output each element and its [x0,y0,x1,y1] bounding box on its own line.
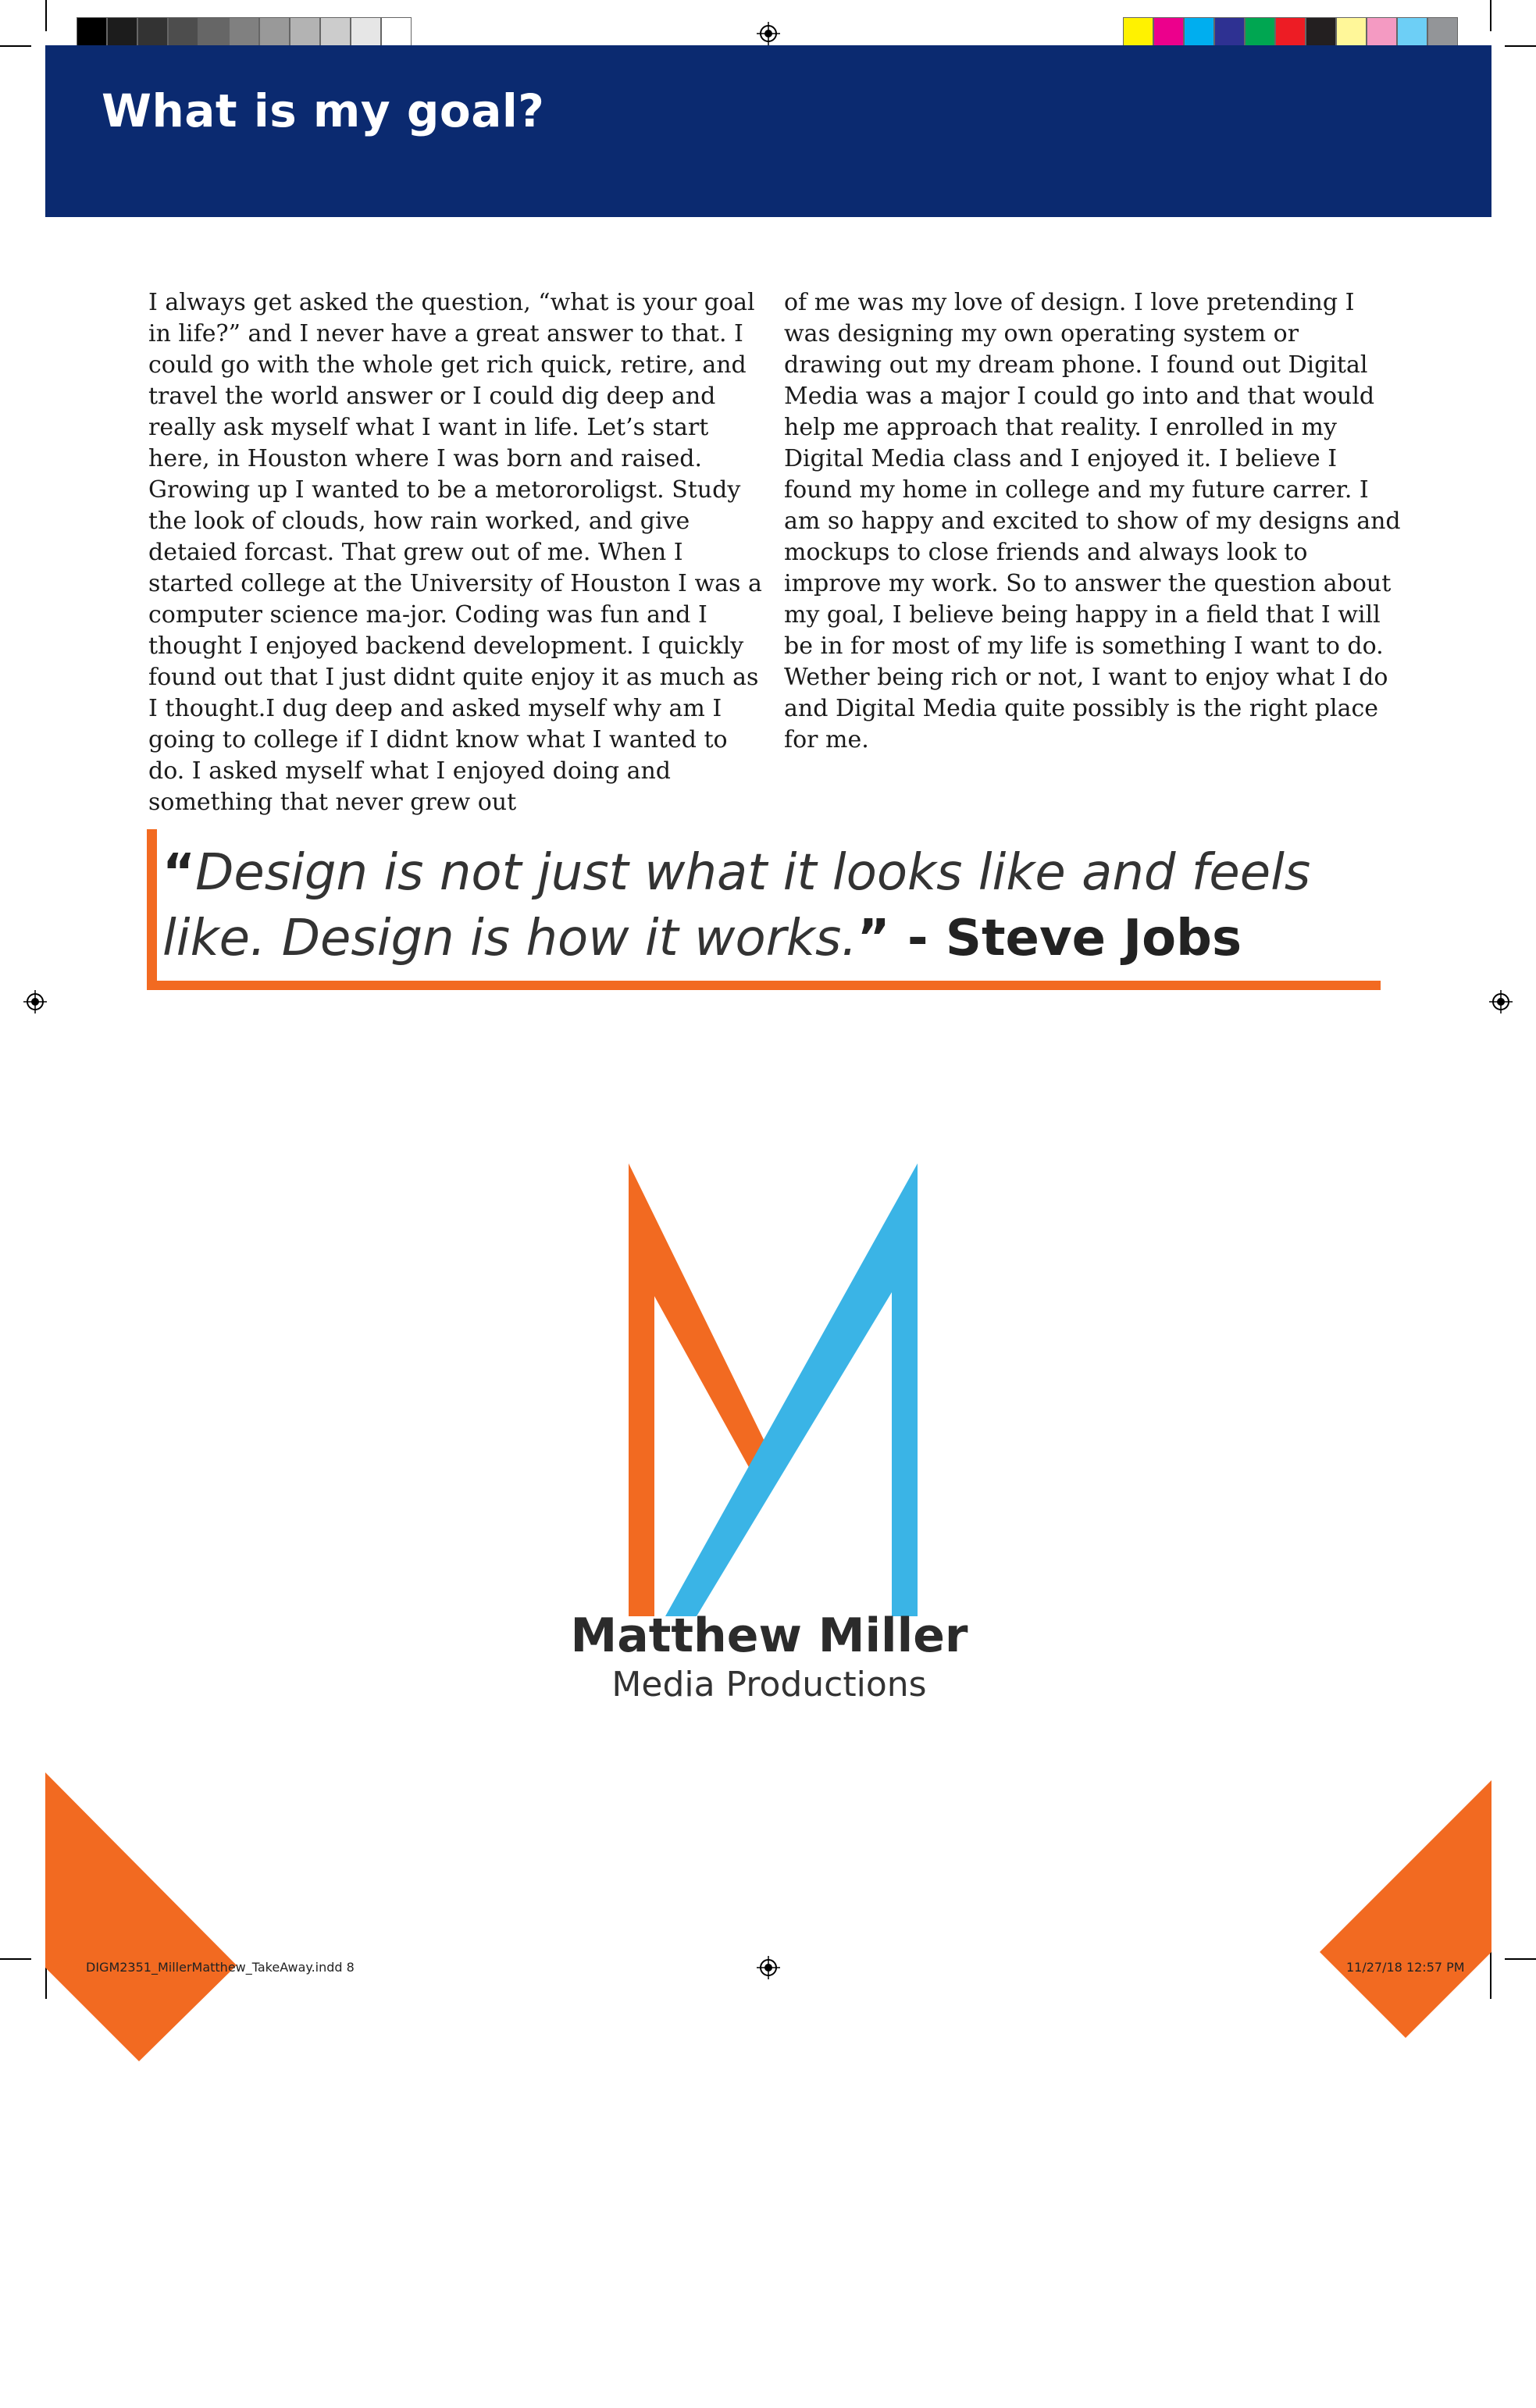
registration-target-left [23,990,47,1013]
grayscale-swatch [351,17,381,48]
color-swatch [1245,17,1275,48]
color-swatch [1123,17,1153,48]
crop-mark-bottom-left-h [0,1958,31,1960]
grayscale-swatch [168,17,198,48]
quote-accent-bar-left [147,829,157,988]
logo-name: Matthew Miller [570,1608,968,1663]
color-swatch [1336,17,1367,48]
grayscale-registration-bar [77,17,412,48]
color-swatch [1367,17,1397,48]
quote-author: - Steve Jobs [889,910,1242,967]
body-text-right: of me was my love of design. I love pretending I was designing my own operating system or drawing out my dream phone. I found out Digital Media was a major I could go into and that would help me approach that reality. I enrolled in my Digital Media class and I enjoyed it. I believe I found my home in college and my future carrer. I am so happy and excited to show of my designs and mockups to close friends and always look to improve my work. So to answer the question about my goal, I believe being happy in a field that I will be in for most of my life is something I want to do. Wether being rich or not, I want to enjoy what I do and Digital Media quite possibly is the right place for me. [784,289,1401,753]
body-column-right [784,287,1401,756]
grayscale-swatch [107,17,137,48]
color-registration-bar [1123,17,1458,48]
color-swatch [1306,17,1336,48]
grayscale-swatch [259,17,290,48]
quote-close-mark: ” [857,910,890,967]
slug-timestamp: 11/27/18 12:57 PM [1346,1960,1465,1975]
crop-mark-top-right-v [1490,0,1491,31]
crop-mark-top-left-h [0,45,31,47]
quote-body: Design is not just what it looks like and feels like. Design is how it works. [162,844,1311,967]
grayscale-swatch [229,17,259,48]
logo-blue-stroke [665,1163,918,1616]
crop-mark-top-right-h [1505,45,1536,47]
grayscale-swatch [320,17,351,48]
quote-open-mark: “ [162,844,196,902]
color-swatch [1153,17,1184,48]
crop-mark-bottom-right-h [1505,1958,1536,1960]
body-text-left: I always get asked the question, “what is your goal in life?” and I never have a great answer to that. I could go with the whole get rich quick, retire, and travel the world answer or I could dig deep and really ask myself what I want in life. Let’s start here, in Houston where I was born and raised. Growing up I wanted to be a metororoligst. Study the look of clouds, how rain worked, and give detaied forcast. That grew out of me. When I started college at the University of Houston I was a computer science ma-jor. Coding was fun and I thought I enjoyed backend development. I quickly found out that I just didnt quite enjoy it as much as I thought.I dug deep and asked myself why am I going to college if I didnt know what I wanted to do. I asked myself what I enjoyed doing and something that never grew out [148,289,762,816]
decorative-triangle-left [45,1772,248,2061]
body-column-left [148,287,765,818]
page-title: What is my goal? [102,84,545,137]
registration-target-bottom [757,1956,780,1979]
quote-accent-bar-bottom [147,981,1381,990]
m-logo-icon [609,1163,937,1616]
decorative-triangle-right [1320,1780,1491,2046]
grayscale-swatch [290,17,320,48]
color-swatch [1275,17,1306,48]
slug-filename: DIGM2351_MillerMatthew_TakeAway.indd 8 [86,1960,355,1975]
grayscale-swatch [198,17,229,48]
registration-target-right [1489,990,1513,1013]
logo-orange-stroke [629,1163,769,1616]
color-swatch [1397,17,1427,48]
color-swatch [1184,17,1214,48]
grayscale-swatch [137,17,168,48]
registration-target-top [757,22,780,45]
pull-quote [162,840,1381,971]
color-swatch [1427,17,1458,48]
logo-subtitle: Media Productions [611,1665,927,1704]
grayscale-swatch [381,17,412,48]
grayscale-swatch [77,17,107,48]
crop-mark-top-left-v [45,0,47,31]
color-swatch [1214,17,1245,48]
